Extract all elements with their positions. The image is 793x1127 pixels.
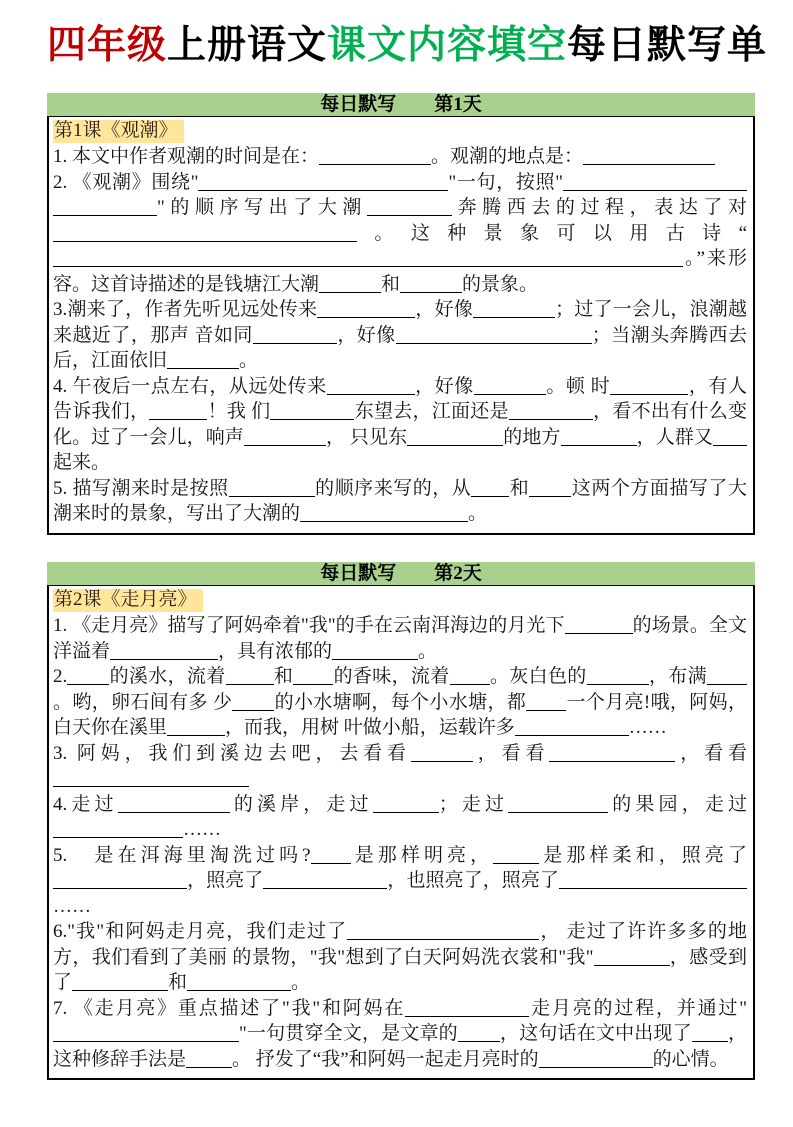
page-title	[47, 24, 768, 69]
text-run: 。”来形容。这首诗描述的是钱塘江大潮	[53, 248, 747, 295]
fill-in-blank[interactable]	[253, 326, 337, 344]
text-run: 东望去，江面还是	[354, 401, 509, 423]
fill-in-blank[interactable]	[347, 249, 683, 267]
fill-in-blank[interactable]	[311, 846, 351, 864]
fill-in-blank[interactable]	[300, 504, 468, 522]
text-run: ，看不出有什么变化。过了一会儿，响声	[53, 401, 747, 448]
fill-in-blank[interactable]	[53, 769, 165, 787]
text-run: 是那样明亮，	[350, 844, 494, 866]
text-run: 2.	[53, 666, 68, 688]
text-run: 是那样柔和，照亮了	[539, 844, 747, 866]
text-run: 1. 《走月亮》描写了阿妈牵着"我"的手在云南洱海边的月光下	[53, 615, 565, 637]
text-run: ，具有浓郁的	[218, 640, 333, 662]
text-run: 起来。	[53, 452, 111, 474]
fill-in-blank[interactable]	[327, 377, 415, 395]
fill-in-blank[interactable]	[559, 871, 747, 889]
fill-in-blank[interactable]	[187, 973, 291, 991]
fill-in-blank[interactable]	[53, 224, 173, 242]
fill-in-blank[interactable]	[226, 667, 274, 685]
text-run: 的果园，走过	[608, 793, 747, 815]
text-run: 这两个方面描写了大潮来时的景象，写出了大潮的	[53, 477, 747, 525]
text-run: 的心情。	[652, 1048, 729, 1070]
fill-in-blank[interactable]	[53, 820, 183, 838]
text-run: 。观潮的地点是：	[431, 146, 584, 168]
sections	[47, 93, 755, 1081]
text-run: ……	[183, 819, 221, 841]
fill-in-blank[interactable]	[293, 667, 333, 685]
fill-in-blank[interactable]	[232, 693, 274, 711]
text-run: 5. 是在洱海里淘洗过吗?	[53, 844, 311, 866]
fill-in-blank[interactable]	[319, 147, 431, 165]
text-run: 和	[381, 273, 401, 295]
text-run: 6."我"和阿妈走月亮，我们走过了	[53, 921, 348, 943]
question-paragraph	[53, 996, 747, 1073]
text-run: 奔腾西去的过程，表达了对	[452, 197, 747, 219]
text-run: ，感受到了	[53, 946, 747, 994]
fill-in-blank[interactable]	[713, 428, 747, 446]
fill-in-blank[interactable]	[549, 744, 675, 762]
text-run: 。顿 时	[545, 375, 611, 397]
lesson-title: 第2课《走月亮》	[53, 589, 203, 612]
fill-in-blank[interactable]	[471, 479, 509, 497]
text-run: 。	[418, 640, 438, 662]
text-run: 4.走过	[53, 793, 118, 815]
day-header: 每日默写 第1天	[47, 93, 755, 116]
fill-in-blank[interactable]	[165, 769, 249, 787]
text-run: 和	[509, 477, 530, 499]
fill-in-blank[interactable]	[707, 667, 747, 685]
text-run: 。	[239, 350, 259, 372]
text-run: ……	[628, 717, 667, 739]
text-run: "一句贯穿全文，是文章的	[239, 1023, 458, 1045]
text-run: 。	[291, 972, 311, 994]
text-run: ，看看	[472, 742, 550, 764]
day-section	[47, 562, 755, 1081]
question-paragraph	[53, 919, 747, 996]
fill-in-blank[interactable]	[411, 744, 473, 762]
question-paragraph	[53, 374, 747, 476]
text-run: ，看看	[675, 742, 747, 764]
day-section	[47, 93, 755, 535]
fill-in-blank[interactable]	[610, 377, 688, 395]
day-header: 每日默写 第2天	[47, 562, 755, 585]
fill-in-blank[interactable]	[473, 300, 555, 318]
fill-in-blank[interactable]	[458, 1024, 500, 1042]
fill-in-blank[interactable]	[110, 642, 218, 660]
text-run: 的景象。	[462, 273, 539, 295]
fill-in-blank[interactable]	[529, 479, 571, 497]
question-paragraph	[53, 664, 747, 741]
fill-in-blank[interactable]	[167, 351, 239, 369]
fill-in-blank[interactable]	[539, 1050, 653, 1068]
title-segment: 每日默写单	[567, 24, 768, 67]
fill-in-blank[interactable]	[149, 402, 207, 420]
fill-in-blank[interactable]	[515, 718, 629, 736]
text-run: 5. 描写潮来时是按照	[53, 477, 229, 499]
text-run: 的香味，流着	[333, 666, 450, 688]
text-run: 的地方	[503, 426, 561, 448]
fill-in-blank[interactable]	[118, 795, 230, 813]
fill-in-blank[interactable]	[229, 479, 315, 497]
text-run: ，照亮了	[187, 870, 264, 892]
fill-in-blank[interactable]	[587, 667, 649, 685]
fill-in-blank[interactable]	[367, 198, 452, 216]
text-run: 1. 本文中作者观潮的时间是在：	[53, 146, 320, 168]
text-run: "的顺序写出了大潮	[157, 197, 367, 219]
fill-in-blank[interactable]	[400, 275, 462, 293]
text-run: 。灰白色的	[489, 666, 587, 688]
text-run: 3. 阿妈，我们到溪边去吧，去看看	[53, 742, 411, 764]
question-paragraph	[53, 741, 747, 792]
text-run: ，好像	[336, 324, 396, 346]
text-run: 4. 午夜后一点左右，从远处传来	[53, 375, 327, 397]
fill-in-blank[interactable]	[53, 1024, 239, 1042]
question-paragraph	[53, 792, 747, 843]
fill-in-blank[interactable]	[244, 428, 326, 446]
text-run: 7. 《走月亮》重点描述了"我"和阿妈在	[53, 997, 406, 1019]
lesson-title-line	[53, 587, 747, 613]
text-run: ， 走过了许许多多的地方，我们看到了美丽 的景物，"我"想到了白天阿妈洗衣裳和"我"	[53, 921, 747, 968]
text-run: 3.潮来了，作者先听见远处传来	[53, 299, 318, 321]
fill-in-blank[interactable]	[526, 693, 566, 711]
text-run: ，人群又	[636, 426, 713, 448]
fill-in-blank[interactable]	[186, 1050, 232, 1068]
fill-in-blank[interactable]	[396, 326, 592, 344]
fill-in-blank[interactable]	[332, 642, 418, 660]
text-run: 的场景。全文洋溢着	[53, 615, 747, 662]
day-box	[47, 585, 755, 1081]
fill-in-blank[interactable]	[347, 922, 539, 940]
fill-in-blank[interactable]	[450, 667, 490, 685]
text-run: 。这种景象可以用古诗“	[357, 222, 747, 244]
lesson-title-line	[53, 118, 747, 144]
text-run: ，好像	[414, 375, 474, 397]
text-run: ！我 们	[207, 401, 271, 423]
fill-in-blank[interactable]	[583, 147, 715, 165]
question-paragraph	[53, 297, 747, 374]
fill-in-blank[interactable]	[53, 871, 167, 889]
fill-in-blank[interactable]	[67, 667, 109, 685]
question-paragraph	[53, 476, 747, 527]
text-run: 。 抒发了“我”和阿妈一起走月亮时的	[232, 1048, 539, 1070]
fill-in-blank[interactable]	[319, 275, 381, 293]
text-run: ，布满	[648, 666, 707, 688]
text-run: ，也照亮了，照亮了	[387, 870, 559, 892]
question-paragraph	[53, 170, 747, 298]
question-paragraph	[53, 144, 747, 170]
text-run: 的溪岸，走过	[229, 793, 373, 815]
text-run: ，有人告诉我们，	[53, 375, 747, 423]
question-paragraph	[53, 843, 747, 920]
fill-in-blank[interactable]	[173, 224, 357, 242]
fill-in-blank[interactable]	[563, 173, 747, 191]
fill-in-blank[interactable]	[474, 377, 546, 395]
fill-in-blank[interactable]	[594, 948, 670, 966]
text-run: ，这种修辞手法是	[53, 1023, 747, 1070]
text-run: 的溪水，流着	[109, 666, 226, 688]
fill-in-blank[interactable]	[72, 973, 168, 991]
fill-in-blank[interactable]	[692, 1024, 728, 1042]
text-run: ；当潮头奔腾西去后，江面依旧	[53, 324, 747, 372]
text-run: 的顺序来写的，从	[314, 477, 472, 499]
fill-in-blank[interactable]	[53, 249, 347, 267]
fill-in-blank[interactable]	[407, 428, 503, 446]
fill-in-blank[interactable]	[509, 402, 593, 420]
text-run: 。哟，卵石间有多 少	[53, 691, 233, 713]
fill-in-blank[interactable]	[561, 428, 637, 446]
text-run: 和	[273, 666, 294, 688]
text-run: 和	[168, 972, 188, 994]
fill-in-blank[interactable]	[317, 300, 415, 318]
text-run: ，好像	[415, 299, 474, 321]
text-run: 走月亮的过程，并通过"	[529, 997, 748, 1019]
text-run: 2. 《观潮》围绕"	[53, 171, 199, 193]
fill-in-blank[interactable]	[198, 173, 448, 191]
text-run: ， 只见东	[325, 426, 408, 448]
fill-in-blank[interactable]	[373, 795, 439, 813]
fill-in-blank[interactable]	[565, 616, 633, 634]
text-run: ，这句话在文中出现了	[499, 1023, 692, 1045]
text-run: ；过了一会儿，浪潮越来越近了，那声 音如同	[53, 299, 747, 346]
title-segment: 四年级	[47, 24, 168, 67]
fill-in-blank[interactable]	[493, 846, 539, 864]
day-box	[47, 116, 755, 535]
lesson-title: 第1课《观潮》	[53, 120, 184, 143]
text-run: ，而我，用树 叶做小船，运载许多	[225, 717, 515, 739]
fill-in-blank[interactable]	[53, 198, 157, 216]
text-run: "一句，按照"	[448, 171, 563, 193]
fill-in-blank[interactable]	[508, 795, 608, 813]
text-run: 的小水塘啊，每个小水塘，都	[274, 691, 527, 713]
text-run: 。	[468, 503, 488, 525]
question-paragraph	[53, 613, 747, 664]
text-run: ……	[53, 895, 91, 917]
title-segment: 上册语文	[167, 24, 328, 67]
fill-in-blank[interactable]	[167, 871, 187, 889]
fill-in-blank[interactable]	[263, 871, 387, 889]
title-segment: 课文内容填空	[327, 24, 568, 67]
text-run: 一个月亮!哦，阿妈，白天你在溪里	[53, 691, 747, 739]
text-run: ；走过	[438, 793, 509, 815]
fill-in-blank[interactable]	[167, 718, 225, 736]
fill-in-blank[interactable]	[405, 999, 529, 1017]
fill-in-blank[interactable]	[270, 402, 354, 420]
